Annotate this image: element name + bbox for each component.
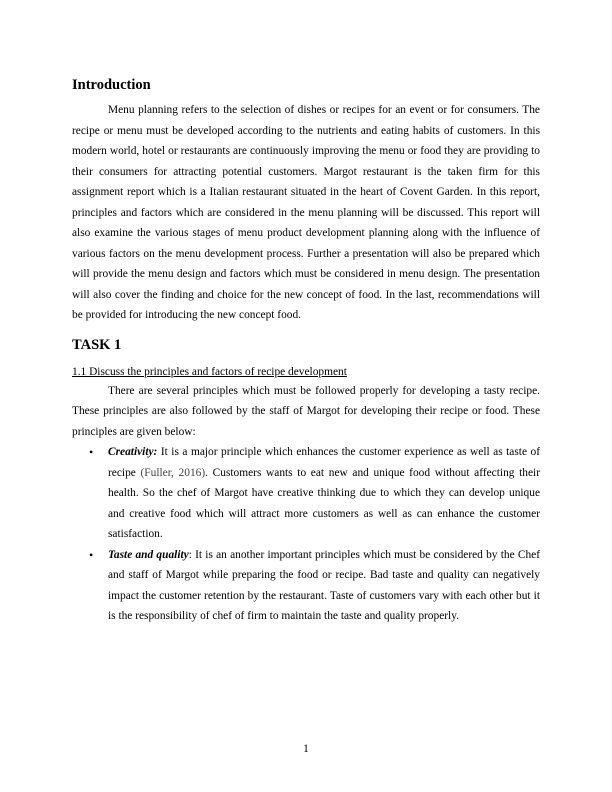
citation: (Fuller, 2016) [140,466,206,479]
principles-list [72,442,540,627]
section-subheading: 1.1 Discuss the principles and factors of recipe development [72,365,347,378]
document-page [72,76,540,627]
page-number: 1 [303,743,309,755]
bullet-icon: • [89,445,94,459]
principle-text: : It is an another important principles which must be considered by the Chef and staff of Margot while preparing the food or recipe. Bad taste and quality can negatively impact the customer retention by the restaurant. Taste of customers vary with each other but it is the responsibility of chef of firm to maintain the taste and quality properly. [108,548,540,622]
principle-term: Creativity: [108,446,158,458]
introduction-heading: Introduction [72,77,151,93]
principle-term: Taste and quality [108,548,189,561]
list-item [72,442,540,545]
principles-intro-paragraph: There are several principles which must be followed properly for developing a tasty recipe. These principles are also followed by the staff of Margot for developing their recipe or food. These principles are given below: [72,384,540,438]
introduction-paragraph: Menu planning refers to the selection of dishes or recipes for an event or for consumers. The recipe or menu must be developed according to the nutrients and eating habits of customers. In this modern world, hotel or restaurants are continuously improving the menu or food they are providing to their consumers for attracting potential customers. Margot restaurant is the taken firm for this assignment report which is a Italian restaurant situated in the heart of Covent Garden. In this report, principles and factors which are considered in the menu planning will be discussed. This report will also examine the various stages of menu product development planning along with the influence of various factors on the menu development process. Further a presentation will also be prepared which will provide the menu design and factors which must be considered in menu design. The presentation will also cover the finding and choice for the new concept of food. In the last, recommendations will be provided for introducing the new concept food. [72,104,540,321]
principle-text-continued: . Customers wants to eat new and unique food without affecting their health. So the chef of Margot have creative thinking due to which they can develop unique and creative food which will attract more customers as well as can enhance the customer satisfaction. [108,466,540,540]
list-item [72,545,540,627]
bullet-icon: • [89,547,94,562]
task-heading: TASK 1 [72,336,122,353]
principle-text: It is a major principle which enhances the customer experience as well as taste of recipe [108,446,540,479]
